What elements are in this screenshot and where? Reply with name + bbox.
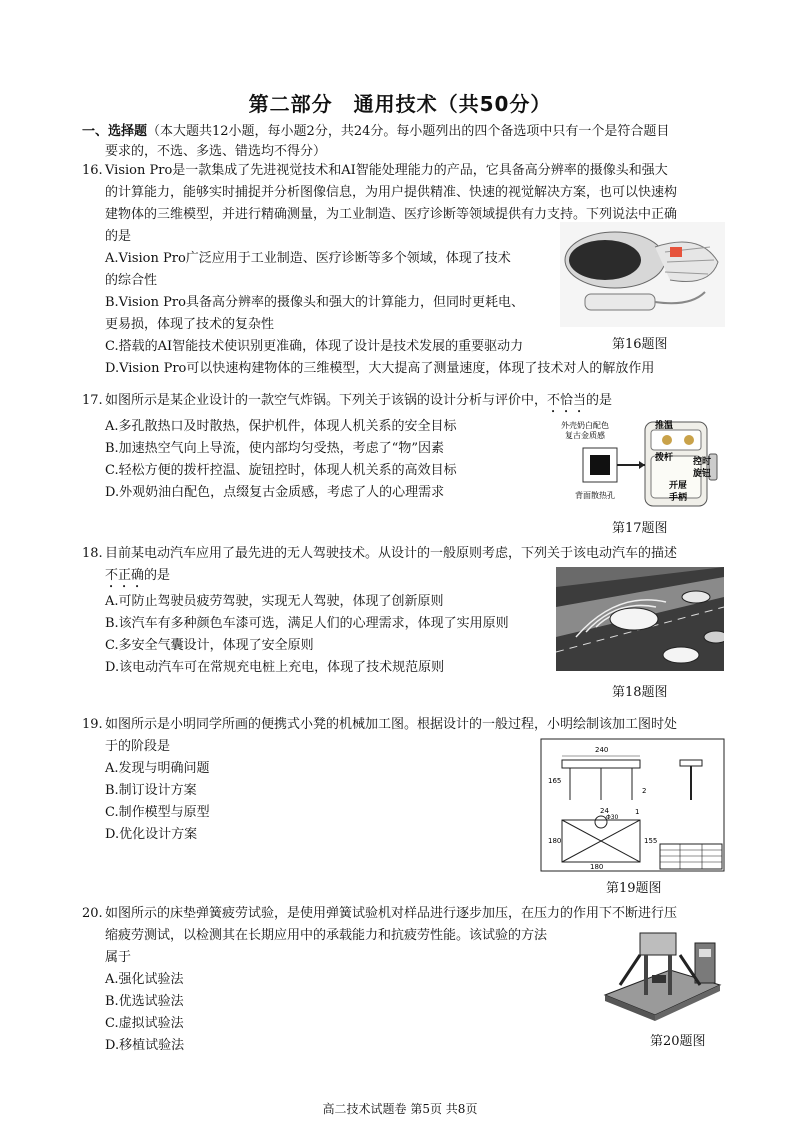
stem-post: 的是 xyxy=(586,393,613,408)
option-a: A.Vision Pro广泛应用于工业制造、医疗诊断等多个领域，体现了技术 xyxy=(105,251,511,266)
label-shell-gold: 复古金质感 xyxy=(565,431,605,440)
label-timer-knob: 旋钮 xyxy=(693,469,712,479)
stem-line: 于的阶段是 xyxy=(105,739,171,754)
stem-emphasis: 不正确 xyxy=(105,568,145,583)
stem-line: 如图所示的床垫弹簧疲劳试验，是使用弹簧试验机对样品进行逐步加压，在压力的作用下不断进行压 xyxy=(105,906,678,921)
page-footer: 高二技术试题卷 第5页 共8页 xyxy=(322,1102,478,1116)
question-number: 18. xyxy=(82,546,103,561)
figure-20-caption: 第20题图 xyxy=(650,1034,706,1049)
stem-line: 建物体的三维模型，并进行精确测量，为工业制造、医疗诊断等领域提供有力支持。下列说法中正确 xyxy=(105,207,678,222)
stem-line: 目前某电动汽车应用了最先进的无人驾驶技术。从设计的一般原则考虑，下列关于该电动汽车的描述 xyxy=(105,546,678,561)
option-d: D.该电动汽车可在常规充电桩上充电，体现了技术规范原则 xyxy=(105,660,445,675)
option-a: A.可防止驾驶员疲劳驾驶，实现无人驾驶，体现了创新原则 xyxy=(105,594,444,609)
dim-hole: Φ30 xyxy=(606,814,619,821)
option-a-cont: 的综合性 xyxy=(105,273,158,288)
label-temp-lever: 推温 xyxy=(655,421,674,431)
option-a: A.多孔散热口及时散热，保护机件，体现人机关系的安全目标 xyxy=(105,419,457,434)
label-handle: 手柄 xyxy=(669,493,688,503)
stem-pre: 如图所示是某企业设计的一款空气炸锅。下列关于该锅的设计分析与评价中， xyxy=(105,393,548,408)
dim-height: 165 xyxy=(548,777,562,785)
option-c: C.虚拟试验法 xyxy=(105,1016,184,1031)
autonomous-car-figure xyxy=(556,567,724,671)
question-number: 19. xyxy=(82,717,103,732)
option-b: B.Vision Pro具备高分辨率的摄像头和强大的计算能力，但同时更耗电、 xyxy=(105,295,524,310)
stem-line: Vision Pro是一款集成了先进视觉技术和AI智能处理能力的产品，它具备高分辨率的摄像头和强大 xyxy=(105,163,668,178)
question-number: 17. xyxy=(82,393,103,408)
part-label-2: 2 xyxy=(642,787,647,795)
option-b: B.优选试验法 xyxy=(105,994,184,1009)
stem-line: 如图所示是小明同学所画的便携式小凳的机械加工图。根据设计的一般过程，小明绘制该加工图时处 xyxy=(105,717,678,732)
spring-tester-figure xyxy=(600,925,725,1025)
question-number: 16. xyxy=(82,163,103,178)
dim-bottom: 180 xyxy=(590,863,604,871)
label-shell-color: 外壳奶白配色 xyxy=(561,421,609,430)
stem-line: 属于 xyxy=(105,950,132,965)
stem-line: 缩疲劳测试，以检测其在长期应用中的承载能力和抗疲劳性能。该试验的方法 xyxy=(105,928,548,943)
stool-drawing-figure xyxy=(540,738,725,872)
section-label: 一、选择题 xyxy=(82,124,148,139)
option-a: A.强化试验法 xyxy=(105,972,184,987)
option-c: C.搭载的AI智能技术使识别更准确，体现了设计是技术发展的重要驱动力 xyxy=(105,339,524,354)
option-b: B.加速热空气向上导流，使内部均匀受热，考虑了“物”因素 xyxy=(105,441,444,456)
stem-post: 的是 xyxy=(144,568,171,583)
stem-emphasis: 不恰当 xyxy=(547,393,587,408)
option-b-cont: 更易损，体现了技术的复杂性 xyxy=(105,317,275,332)
dim-side: 180 xyxy=(548,837,562,845)
part-label-1: 1 xyxy=(635,808,640,816)
label-timer: 控时 xyxy=(693,457,712,467)
section-note-2: 要求的，不选、多选、错选均不得分） xyxy=(105,144,327,159)
section-header xyxy=(82,122,722,162)
label-vent: 背面散热孔 xyxy=(575,491,615,500)
air-fryer-figure xyxy=(555,418,730,510)
dim-center: 24 xyxy=(600,807,609,815)
option-c: C.轻松方便的拨杆控温、旋钮控时，体现人机关系的高效目标 xyxy=(105,463,457,478)
section-note-1: （本大题共12小题，每小题2分，共24分。每小题列出的四个备选项中只有一个是符合题目 xyxy=(147,124,670,139)
option-d: D.Vision Pro可以快速构建物体的三维模型，大大提高了测量速度，体现了技术对人的解放作用 xyxy=(105,361,655,376)
option-c: C.制作模型与原型 xyxy=(105,805,210,820)
option-d: D.移植试验法 xyxy=(105,1038,185,1053)
page-title: 第二部分 通用技术（共50分） xyxy=(248,92,552,116)
dim-inner: 155 xyxy=(644,837,658,845)
dim-width: 240 xyxy=(595,746,609,754)
figure-17-caption: 第17题图 xyxy=(612,521,668,536)
figure-19-caption: 第19题图 xyxy=(606,881,662,896)
figure-16-caption: 第16题图 xyxy=(612,337,668,352)
label-lever: 拨杆 xyxy=(655,453,674,463)
figure-18-caption: 第18题图 xyxy=(612,685,668,700)
option-d: D.优化设计方案 xyxy=(105,827,198,842)
option-a: A.发现与明确问题 xyxy=(105,761,210,776)
option-b: B.该汽车有多种颜色车漆可选，满足人们的心理需求，体现了实用原则 xyxy=(105,616,509,631)
label-drawer: 开屉 xyxy=(669,481,688,491)
question-number: 20. xyxy=(82,906,103,921)
option-d: D.外观奶油白配色，点缀复古金质感，考虑了人的心理需求 xyxy=(105,485,445,500)
option-c: C.多安全气囊设计，体现了安全原则 xyxy=(105,638,314,653)
option-b: B.制订设计方案 xyxy=(105,783,197,798)
stem-line: 的计算能力，能够实时捕捉并分析图像信息，为用户提供精准、快速的视觉解决方案，也可以快速构 xyxy=(105,185,678,200)
vision-pro-figure xyxy=(560,222,725,327)
stem-line: 的是 xyxy=(105,229,132,244)
